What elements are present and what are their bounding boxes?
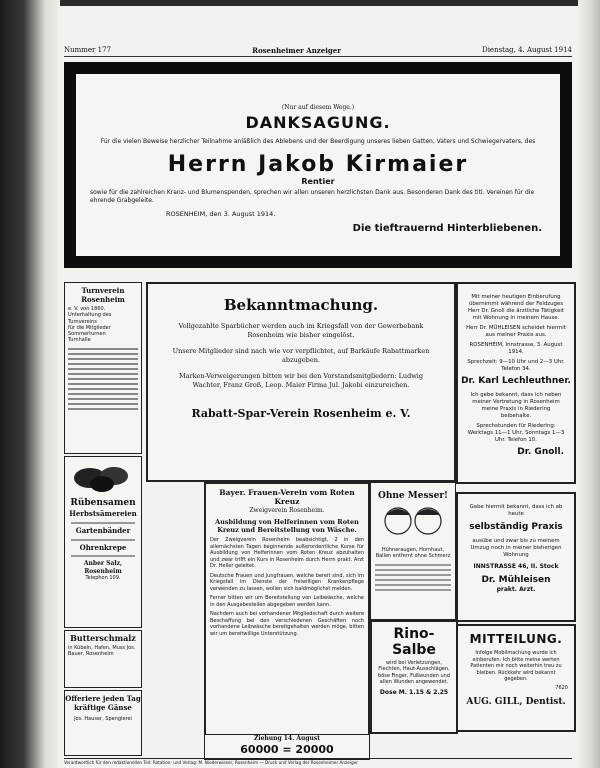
ohne-messer-title: Ohne Messer! — [377, 491, 449, 501]
faces-illustration — [378, 501, 448, 541]
lotto-ad — [204, 734, 370, 760]
muehleisen-address: INNSTRASSE 46, II. Stock — [473, 562, 559, 570]
gill-name: AUG. GILL, Dentist. — [466, 697, 566, 707]
lechleuthner-notice — [456, 282, 576, 484]
gill-code: 7620 — [555, 684, 568, 691]
beet-illustration — [68, 460, 138, 494]
issue-date: Dienstag, 4. August 1914 — [482, 46, 572, 54]
turnverein-ad — [64, 282, 142, 454]
mourning-text-2: sowie für die zahlreichen Kranz- und Blumenspenden, sprechen wir allen unseren herzlichsten Dank aus. Besonderen Dank des titl. Vereinen für die ehrende Grabgeleite. — [90, 188, 535, 204]
seeds-item: Herbstsämereien — [69, 509, 137, 518]
gnoll-name: Dr. Gnoll. — [517, 447, 564, 458]
goose-shop: Jos. Hauser, Spenglerei — [74, 715, 132, 722]
frauenverein-title: Bayer. Frauen-Verein vom Roten Kreuz — [219, 488, 355, 506]
muehleisen-p1: Gebe hiermit bekannt, dass ich ab heute — [469, 504, 563, 518]
butter-title: Butterschmalz — [70, 633, 136, 643]
rino-title: Rino-Salbe — [392, 626, 436, 658]
rino-salbe-ad — [370, 620, 458, 734]
muehleisen-name: Dr. Mühleisen — [481, 574, 551, 585]
lechleuthner-hours: Sprechzeit: 9—10 Uhr und 2—3 Uhr. Telefon 34. — [467, 359, 565, 373]
goose-text: Offeriere jeden Tag kräftige Gänse — [65, 694, 141, 712]
seeds-ad — [64, 456, 142, 628]
frauenverein-subtitle: Zweigverein Rosenheim. — [249, 507, 325, 514]
page-header — [64, 46, 572, 57]
gill-title: MITTEILUNG. — [469, 632, 563, 646]
frauenverein-head: Ausbildung von Helferinnen vom Roten Kreuz und Bereitstellung von Wäsche. — [215, 518, 359, 534]
mourning-notice — [64, 62, 572, 268]
lechleuthner-name: Dr. Karl Lechleuthner. — [461, 376, 571, 387]
gill-text: Infolge Mobilmachung wurde ich einberufen. Ich bitte meine werten Patienten mir noch weiterhin treu zu bleiben. Rückkehr wird bekannt gegeben. — [470, 650, 562, 682]
issue-number: Nummer 177 — [64, 46, 111, 54]
gnoll-hours: Sprechstunden für Riedering: Werktags 11—1 Uhr, Sonntags 1—3 Uhr. Telefon 10. — [467, 423, 565, 444]
seeds-item: Gartenbänder — [75, 525, 131, 535]
rino-price: Dose M. 1.15 & 2.25 — [379, 689, 449, 696]
page-footer: Verantwortlich für den redaktionellen Teil: Rotation- und Verlag: M. Niederwieser, Rosenheim — Druck und Verlag der Rosenheimer Anzeiger — [64, 758, 572, 768]
paper-title: Rosenheimer Anzeiger — [252, 46, 341, 55]
muehleisen-notice — [456, 492, 576, 622]
bekanntmachung-p3: Marken-Verweigerungen bitten wir bei den Vorstandsmitgliedern: Ludwig Wachter, Franz Groß, Leop. Maier Firma Jul. Jakobi einzureichen. — [178, 371, 424, 390]
gill-notice — [456, 624, 576, 732]
muehleisen-p2: ausübe und zwar bis zu meinem Umzug noch in meiner bisherigen Wohnung — [470, 537, 562, 558]
mourning-place: ROSENHEIM, den 3. August 1914. — [166, 210, 276, 219]
muehleisen-big: selbständig Praxis — [469, 522, 563, 533]
frauenverein-p2: Deutsche Frauen und Jungfrauen, welche bereit sind, sich im Kriegsfall im Dienste der freiwilligen Krankenpflege verwenden zu lassen, wollen sich baldmöglichst melden. — [210, 572, 364, 592]
mourning-note: (Nur auf diesem Wege.) — [281, 104, 355, 111]
turnverein-line: e. V. von 1860. — [68, 306, 106, 312]
frauenverein-p4: Nachdem auch bei vorhandener Mitgliedschaft durch weitere Beschaffung bei den verschiedenen Geschäften noch vorhandene Leibwäsche bereitgehalten werden möge, bitten wir um bereitwillige Unterstützung. — [210, 611, 364, 637]
book-binding — [0, 0, 60, 768]
ohne-messer-ad — [370, 482, 456, 620]
rino-text: wird bei Verletzungen, Flechten, Haut-Ausschlägen, böse Finger, Fußwunden und allen Wunden angewendet. — [378, 660, 450, 685]
frauenverein-p1: Der Zweigverein Rosenheim beabsichtigt, 2 in den allernächsten Tagen beginnende außerordentliche Kurse für Ausbildung von Helferinnen vom Roten Kreuz abzuhalten und zwar trifft ein Kurs in Rosenheim durch Herrn prakt. Arzt Dr. Heller geleitet. — [210, 537, 364, 569]
frauenverein-p3: Ferner bitten wir um Bereitstellung von Leibwäsche, welche in den Ausgabestellen abgegeben werden kann. — [210, 595, 364, 608]
lechleuthner-place: ROSENHEIM, Innstrasse, 3. August 1914. — [469, 342, 563, 356]
bekanntmachung-notice — [146, 282, 456, 482]
seeds-item: Ohrenkrepe — [79, 542, 127, 552]
ohne-messer-text: Hühneraugen, Hornhaut, Ballen entfernt ohne Schmerz — [375, 547, 451, 560]
lechleuthner-p2: Herr Dr. MÜHLEISEN scheidet hiermit aus meiner Praxis aus. — [466, 325, 566, 339]
mourning-title: DANKSAGUNG. — [245, 113, 391, 132]
turnverein-line: Turnhalle — [68, 337, 91, 344]
butter-text: in Kübeln, Hafen, Muss Jos. Bauer, Rosenheim — [68, 645, 136, 658]
gnoll-p: Ich gebe bekannt, dass ich neben meiner Vertretung in Rosenheim meine Praxis in Riedering beibehalte. — [470, 392, 562, 420]
lotto-title: Ziehung 14. August — [253, 735, 321, 742]
bekanntmachung-title: Bekanntmachung. — [223, 296, 379, 314]
bekanntmachung-footer: Rabatt-Spar-Verein Rosenheim e. V. — [191, 406, 411, 420]
turnverein-line: für die Mitglieder — [68, 324, 111, 331]
turnverein-line: Sommerturnen — [68, 331, 106, 337]
seeds-title: Rübensamen — [70, 498, 136, 508]
next-page-edge — [578, 0, 600, 768]
deceased-name: Herrn Jakob Kirmaier — [167, 151, 469, 177]
frauenverein-notice — [204, 482, 370, 758]
lechleuthner-p1: Mit meiner heutigen Einberufung übernimmt während der Feldzuges Herr Dr. Gnoll die ärztliche Tätigkeit mit Wohnung in meinem Hause. — [468, 294, 564, 322]
mourning-signature: Die tieftrauernd Hinterbliebenen. — [352, 223, 542, 234]
turnverein-title: Turnverein Rosenheim — [81, 286, 125, 304]
newspaper-page — [58, 6, 578, 768]
lotto-amounts: 60000 = 20000 — [240, 742, 334, 756]
goose-ad — [64, 690, 142, 756]
deceased-occupation: Rentier — [301, 176, 335, 186]
bekanntmachung-p1: Vollgezahlte Sparbücher werden auch im Kriegsfall von der Gewerbebank Rosenheim wie bisher eingelöst. — [178, 322, 424, 340]
butter-ad — [64, 630, 142, 688]
turnverein-line: Unterhaltung des Turnvereins — [68, 312, 112, 325]
seeds-shop: Anber Salz, Rosenheim — [83, 560, 123, 575]
bekanntmachung-p2: Unsere Mitglieder sind nach wie vor verpflichtet, auf Barkäufe Rabattmarken abzugeben. — [172, 346, 430, 365]
seeds-phone: Telephon 109. — [85, 575, 121, 582]
mourning-text-1: Für die vielen Beweise herzlicher Teilnahme anläßlich des Ablebens und der Beerdigung unseres lieben Gatten, Vaters und Schwiegervaters, des — [100, 138, 536, 145]
muehleisen-title: prakt. Arzt. — [496, 586, 536, 594]
